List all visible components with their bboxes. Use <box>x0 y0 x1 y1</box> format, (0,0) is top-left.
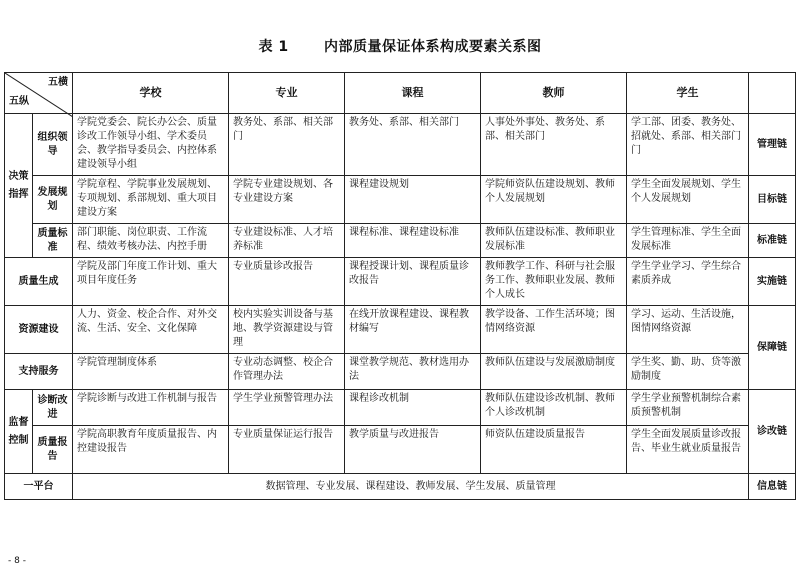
dim-decision-command: 决策指挥 <box>5 114 33 258</box>
row-quality-report <box>5 426 796 474</box>
cell-org-major: 教务处、系部、相关部门 <box>229 114 345 176</box>
cell-sup-student: 学生奖、勤、助、贷等激励制度 <box>627 354 749 390</box>
cell-sup-teacher: 教师队伍建设与发展激励制度 <box>481 354 627 390</box>
cell-std-major: 专业建设标准、人才培养标准 <box>229 224 345 258</box>
sub-development-plan: 发展规划 <box>33 176 73 224</box>
row-diagnosis-improvement <box>5 390 796 426</box>
col-header-course: 课程 <box>345 73 481 114</box>
cell-sup-course: 课堂教学规范、教材选用办法 <box>345 354 481 390</box>
header-row <box>5 73 796 114</box>
row-quality-standard <box>5 224 796 258</box>
quality-system-table <box>4 72 796 500</box>
chain-standard: 标准链 <box>749 224 796 258</box>
cell-gen-school: 学院及部门年度工作计划、重大项目年度任务 <box>73 258 229 306</box>
cell-plan-teacher: 学院师资队伍建设规划、教师个人发展规划 <box>481 176 627 224</box>
corner-top-label: 五横 <box>48 77 68 88</box>
chain-management: 管理链 <box>749 114 796 176</box>
cell-plan-course: 课程建设规划 <box>345 176 481 224</box>
sub-quality-report: 质量报告 <box>33 426 73 474</box>
cell-org-student: 学工部、团委、教务处、招就处、系部、相关部门门 <box>627 114 749 176</box>
col-header-school: 学校 <box>73 73 229 114</box>
col-header-major: 专业 <box>229 73 345 114</box>
chain-implementation: 实施链 <box>749 258 796 306</box>
cell-diag-teacher: 教师队伍建设诊改机制、教师个人诊改机制 <box>481 390 627 426</box>
row-platform <box>5 474 796 500</box>
row-support-service <box>5 354 796 390</box>
sub-org-leadership: 组织领导 <box>33 114 73 176</box>
dim-quality-generation: 质量生成 <box>5 258 73 306</box>
chain-header-empty <box>749 73 796 114</box>
cell-std-course: 课程标准、课程建设标准 <box>345 224 481 258</box>
page-number: - 8 - <box>8 556 26 566</box>
cell-res-school: 人力、资金、校企合作、对外交流、生活、安全、文化保障 <box>73 306 229 354</box>
cell-org-teacher: 人事处外事处、教务处、系部、相关部门 <box>481 114 627 176</box>
sub-quality-standard: 质量标准 <box>33 224 73 258</box>
dim-platform: 一平台 <box>5 474 73 500</box>
cell-diag-major: 学生学业预警管理办法 <box>229 390 345 426</box>
chain-target: 目标链 <box>749 176 796 224</box>
cell-rep-course: 教学质量与改进报告 <box>345 426 481 474</box>
cell-org-course: 教务处、系部、相关部门 <box>345 114 481 176</box>
cell-rep-school: 学院高职教育年度质量报告、内控建设报告 <box>73 426 229 474</box>
row-development-plan <box>5 176 796 224</box>
chain-information: 信息链 <box>749 474 796 500</box>
cell-org-school: 学院党委会、院长办公会、质量诊改工作领导小组、学术委员会、教学指导委员会、内控体系建设领导小组 <box>73 114 229 176</box>
cell-plan-school: 学院章程、学院事业发展规划、专项规划、系部规划、重大项目建设方案 <box>73 176 229 224</box>
table-caption: 内部质量保证体系构成要素关系图 <box>324 39 542 55</box>
row-resource-building <box>5 306 796 354</box>
table-title <box>0 36 800 56</box>
col-header-teacher: 教师 <box>481 73 627 114</box>
dim-resource-building: 资源建设 <box>5 306 73 354</box>
cell-res-course: 在线开放课程建设、课程教材编写 <box>345 306 481 354</box>
row-quality-generation <box>5 258 796 306</box>
cell-res-teacher: 教学设备、工作生活环境；图情网络资源 <box>481 306 627 354</box>
chain-diagnosis: 诊改链 <box>749 390 796 474</box>
cell-gen-teacher: 教师教学工作、科研与社会服务工作、教师职业发展、教师个人成长 <box>481 258 627 306</box>
cell-rep-teacher: 师资队伍建设质量报告 <box>481 426 627 474</box>
cell-diag-student: 学生学业预警机制综合素质预警机制 <box>627 390 749 426</box>
corner-bottom-label: 五纵 <box>9 96 29 107</box>
corner-cell <box>5 73 73 114</box>
cell-rep-student: 学生全面发展质量诊改报告、毕业生就业质量报告 <box>627 426 749 474</box>
cell-diag-course: 课程诊改机制 <box>345 390 481 426</box>
cell-res-student: 学习、运动、生活设施，图情网络资源 <box>627 306 749 354</box>
cell-sup-school: 学院管理制度体系 <box>73 354 229 390</box>
dim-support-service: 支持服务 <box>5 354 73 390</box>
cell-std-school: 部门职能、岗位职责、工作流程、绩效考核办法、内控手册 <box>73 224 229 258</box>
cell-rep-major: 专业质量保证运行报告 <box>229 426 345 474</box>
cell-res-major: 校内实验实训设备与基地、教学资源建设与管理 <box>229 306 345 354</box>
dim-supervise-control: 监督控制 <box>5 390 33 474</box>
chain-guarantee: 保障链 <box>749 306 796 390</box>
cell-sup-major: 专业动态调整、校企合作管理办法 <box>229 354 345 390</box>
row-org-leadership <box>5 114 796 176</box>
cell-platform-content: 数据管理、专业发展、课程建设、教师发展、学生发展、质量管理 <box>73 474 749 500</box>
cell-plan-major: 学院专业建设规划、各专业建设方案 <box>229 176 345 224</box>
cell-gen-major: 专业质量诊改报告 <box>229 258 345 306</box>
cell-plan-student: 学生全面发展规划、学生个人发展规划 <box>627 176 749 224</box>
cell-gen-student: 学生学业学习、学生综合素质养成 <box>627 258 749 306</box>
col-header-student: 学生 <box>627 73 749 114</box>
table-number: 表 1 <box>258 39 289 55</box>
cell-gen-course: 课程授课计划、课程质量诊改报告 <box>345 258 481 306</box>
sub-diagnosis-improvement: 诊断改进 <box>33 390 73 426</box>
cell-std-teacher: 教师队伍建设标准、教师职业发展标准 <box>481 224 627 258</box>
cell-std-student: 学生管理标准、学生全面发展标准 <box>627 224 749 258</box>
cell-diag-school: 学院诊断与改进工作机制与报告 <box>73 390 229 426</box>
